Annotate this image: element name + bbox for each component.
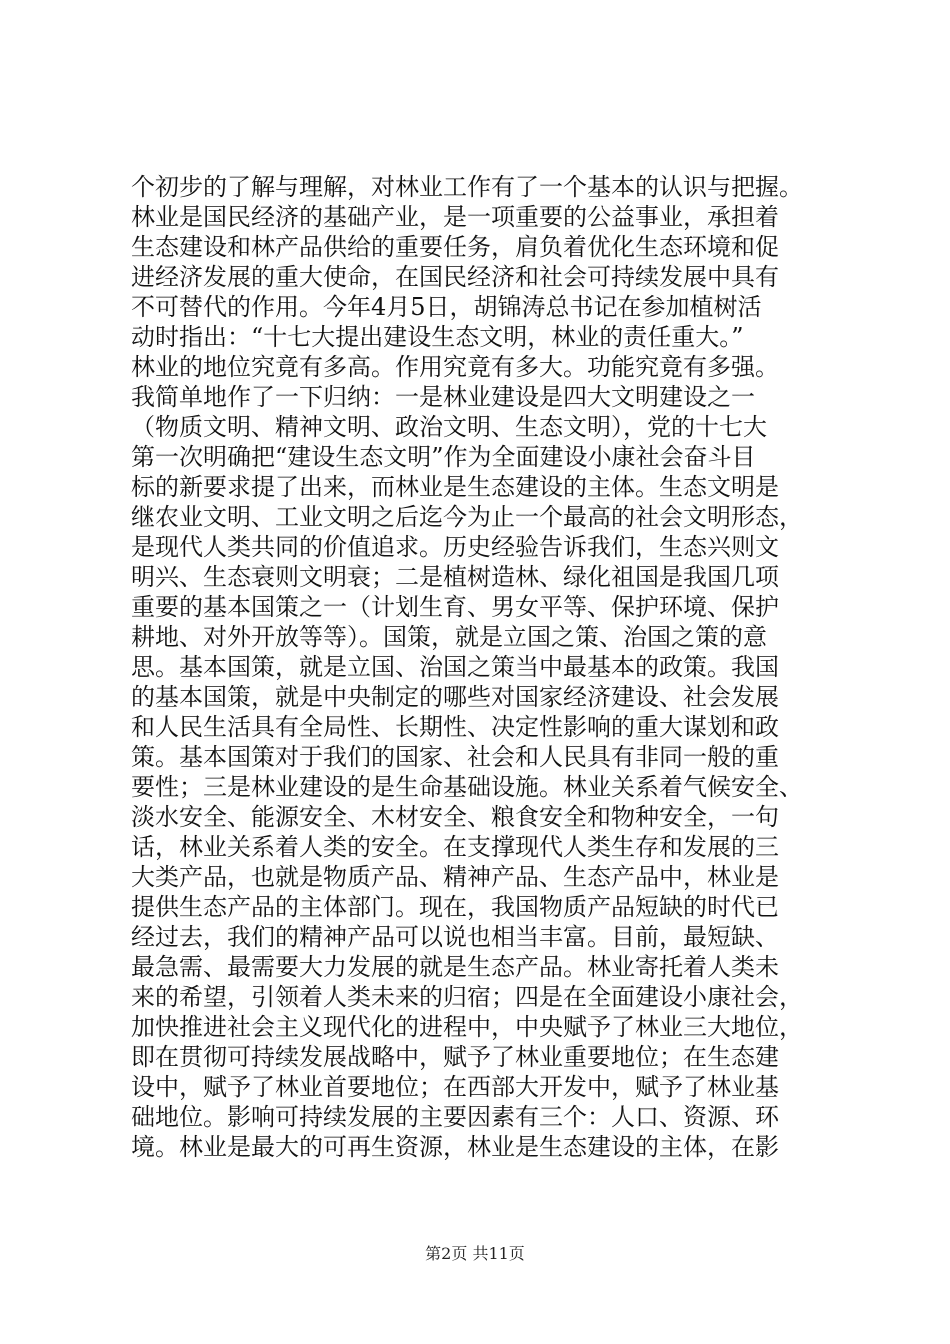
text-line: 提供生态产品的主体部门。现在，我国物质产品短缺的时代已 [131,893,779,921]
text-line: 耕地、对外开放等等）。国策，就是立国之策、治国之策的意 [131,623,767,651]
text-line: 林业的地位究竟有多高。作用究竟有多大。功能究竟有多强。 [131,353,779,381]
text-line: 是现代人类共同的价值追求。历史经验告诉我们，生态兴则文 [131,533,779,561]
text-line: 标的新要求提了出来，而林业是生态建设的主体。生态文明是 [131,473,779,501]
text-line: （物质文明、精神文明、政治文明、生态文明），党的十七大 [131,413,767,441]
text-line: 经过去，我们的精神产品可以说也相当丰富。目前，最短缺、 [131,923,779,951]
text-line: 进经济发展的重大使命，在国民经济和社会可持续发展中具有 [131,263,779,291]
text-line: 不可替代的作用。今年4月5日，胡锦涛总书记在参加植树活 [131,293,762,321]
text-line: 重要的基本国策之一（计划生育、男女平等、保护环境、保护 [131,593,779,621]
text-line: 策。基本国策对于我们的国家、社会和人民具有非同一般的重 [131,743,779,771]
text-line: 设中，赋予了林业首要地位；在西部大开发中，赋予了林业基 [131,1073,779,1101]
text-line: 生态建设和林产品供给的重要任务，肩负着优化生态环境和促 [131,233,779,261]
text-line: 境。林业是最大的可再生资源，林业是生态建设的主体，在影 [131,1133,779,1161]
page-footer [0,1244,950,1264]
text-line: 林业是国民经济的基础产业，是一项重要的公益事业，承担着 [131,203,779,231]
text-line: 个初步的了解与理解，对林业工作有了一个基本的认识与把握。 [131,173,803,201]
text-line: 大类产品，也就是物质产品、精神产品、生态产品中，林业是 [131,863,779,891]
text-line: 动时指出：“十七大提出建设生态文明，林业的责任重大。” [131,323,744,351]
text-line: 即在贯彻可持续发展战略中，赋予了林业重要地位；在生态建 [131,1043,779,1071]
text-line: 和人民生活具有全局性、长期性、决定性影响的重大谋划和政 [131,713,779,741]
text-line: 思。基本国策，就是立国、治国之策当中最基本的政策。我国 [131,653,779,681]
body-text [131,172,831,1162]
text-line: 我简单地作了一下归纳：一是林业建设是四大文明建设之一 [131,383,755,411]
text-line: 来的希望，引领着人类未来的归宿；四是在全面建设小康社会， [131,983,803,1011]
text-line: 的基本国策，就是中央制定的哪些对国家经济建设、社会发展 [131,683,779,711]
text-line: 淡水安全、能源安全、木材安全、粮食安全和物种安全，一句 [131,803,779,831]
text-line: 继农业文明、工业文明之后迄今为止一个最高的社会文明形态， [131,503,803,531]
text-line: 第一次明确把“建设生态文明”作为全面建设小康社会奋斗目 [131,443,756,471]
text-line: 话，林业关系着人类的安全。在支撑现代人类生存和发展的三 [131,833,779,861]
text-line: 明兴、生态衰则文明衰；二是植树造林、绿化祖国是我国几项 [131,563,779,591]
text-line: 加快推进社会主义现代化的进程中，中央赋予了林业三大地位， [131,1013,803,1041]
text-line: 要性；三是林业建设的是生命基础设施。林业关系着气候安全、 [131,773,803,801]
text-line: 础地位。影响可持续发展的主要因素有三个：人口、资源、环 [131,1103,779,1131]
page-number-label: 第2页 共11页 [425,1244,525,1263]
text-line: 最急需、最需要大力发展的就是生态产品。林业寄托着人类未 [131,953,779,981]
